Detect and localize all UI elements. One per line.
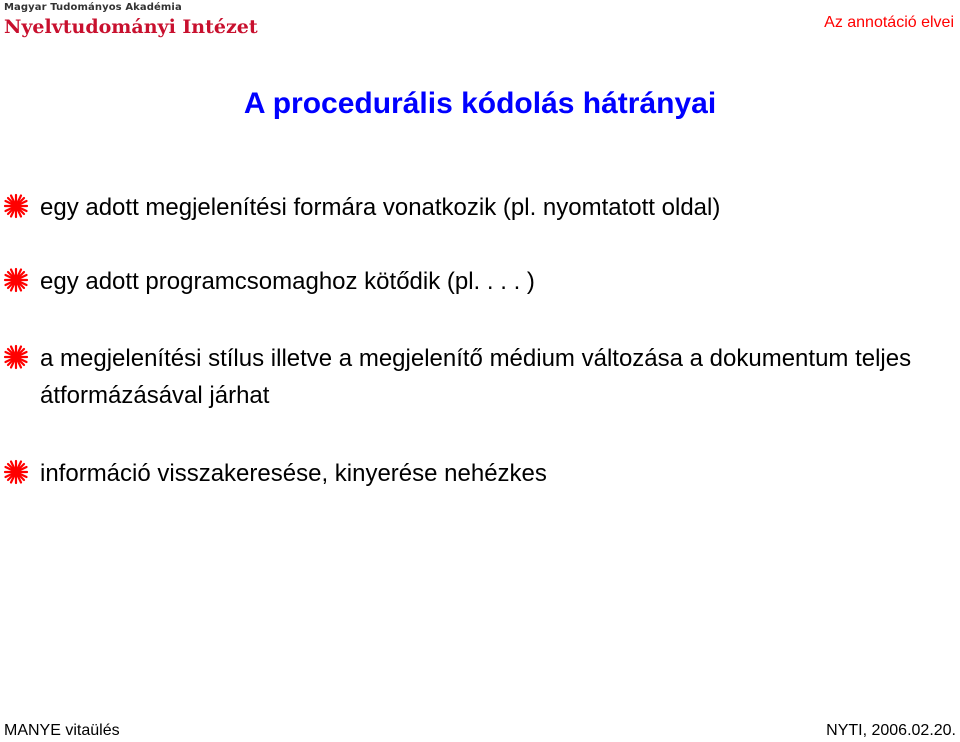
logo-academy-name: Magyar Tudományos Akadémia [4, 2, 182, 13]
bullet-text: egy adott megjelenítési formára vonatkozik (pl. nyomtatott oldal) [40, 194, 721, 221]
star-burst-icon [3, 344, 29, 370]
slide-title: A procedurális kódolás hátrányai [243, 87, 717, 120]
bullet-text: információ visszakeresése, kinyerése nehézkes [40, 460, 547, 487]
bullet-text: egy adott programcsomaghoz kötődik (pl. . . . ) [40, 268, 535, 295]
section-title: Az annotáció elvei [824, 14, 954, 31]
star-burst-icon [3, 193, 29, 219]
footer-date: NYTI, 2006.02.20. [826, 722, 956, 739]
star-burst-icon [3, 459, 29, 485]
institute-logo [4, 2, 274, 39]
footer-event: MANYE vitaülés [4, 722, 120, 739]
star-burst-icon [3, 267, 29, 293]
logo-institute-name: Nyelvtudományi Intézet [4, 16, 258, 38]
bullet-text: a megjelenítési stílus illetve a megjelenítő médium változása a dokumentum teljes átformázásával járhat [40, 345, 912, 409]
